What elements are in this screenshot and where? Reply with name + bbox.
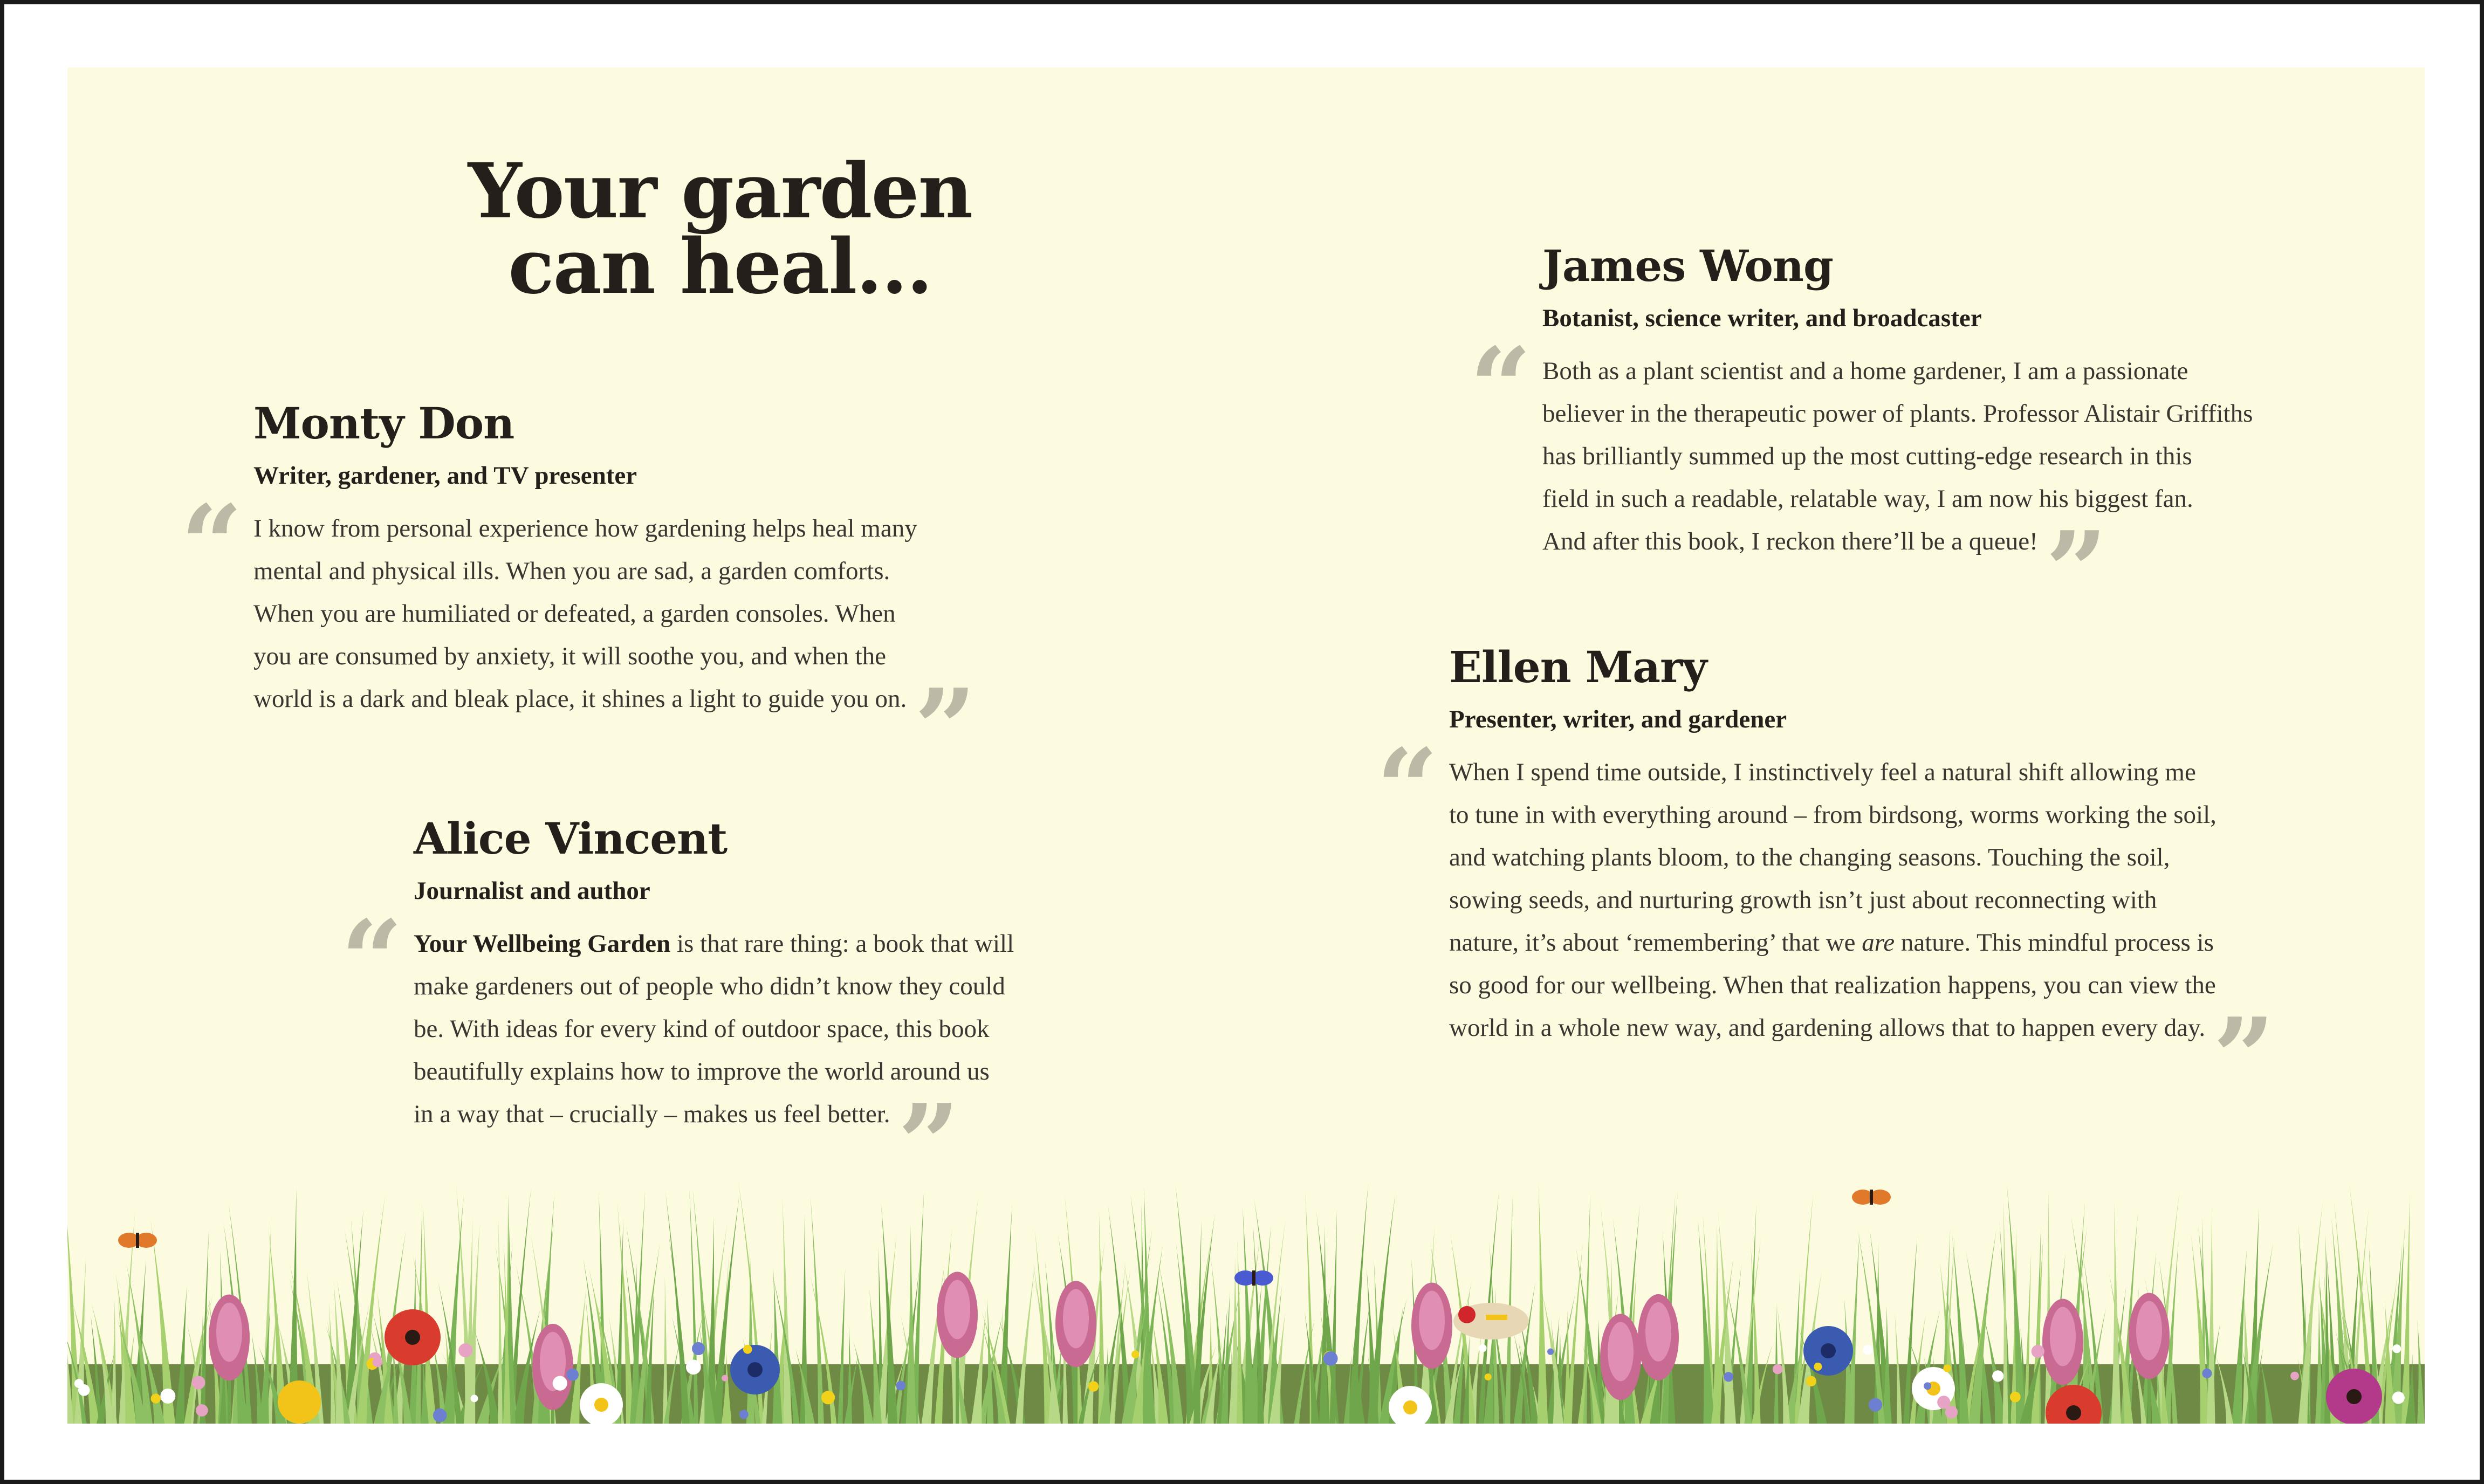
small-flower bbox=[1479, 1344, 1487, 1352]
grass-blade bbox=[2111, 1201, 2121, 1424]
small-flower bbox=[1131, 1350, 1140, 1358]
small-flower bbox=[1485, 1373, 1492, 1380]
open-quote-icon: “ bbox=[341, 897, 403, 1023]
small-flower bbox=[151, 1393, 161, 1403]
quote-line bbox=[1449, 922, 2275, 964]
small-flower bbox=[1323, 1351, 1338, 1366]
page-title bbox=[369, 147, 1071, 311]
author-name: James Wong bbox=[1542, 241, 1833, 291]
small-flower bbox=[692, 1342, 705, 1355]
author-role: Journalist and author bbox=[414, 877, 650, 905]
small-flower bbox=[1724, 1372, 1733, 1382]
daisy-center bbox=[1403, 1400, 1417, 1414]
small-flower bbox=[373, 1357, 382, 1367]
small-flower bbox=[1088, 1381, 1099, 1391]
small-flower bbox=[2392, 1344, 2401, 1353]
small-flower bbox=[2202, 1369, 2212, 1378]
quote-line: to tune in with everything around – from birdsong, worms working the soil, bbox=[1449, 801, 2217, 829]
quote-line: When I spend time outside, I instinctively feel a natural shift allowing me bbox=[1449, 758, 2196, 786]
small-flower bbox=[1945, 1406, 1958, 1418]
testimonial-ellen-mary bbox=[1376, 642, 2275, 1121]
small-flower bbox=[458, 1343, 472, 1357]
author-name: Monty Don bbox=[253, 398, 514, 449]
quote-line: sowing seeds, and nurturing growth isn’t just about reconnecting with bbox=[1449, 886, 2157, 914]
open-quote-icon: “ bbox=[1376, 725, 1439, 852]
quote-body bbox=[1376, 725, 2275, 1121]
quote-text: is that rare thing: a book that will bbox=[670, 930, 1014, 958]
small-flower bbox=[821, 1391, 835, 1404]
quote-line bbox=[414, 923, 1014, 965]
small-flower bbox=[1944, 1364, 1951, 1372]
grass-blade bbox=[906, 1223, 916, 1424]
small-flower bbox=[722, 1375, 728, 1382]
author-name: Alice Vincent bbox=[414, 813, 728, 864]
small-flower bbox=[471, 1394, 478, 1402]
quote-line-last bbox=[1542, 508, 2253, 635]
small-flower bbox=[1773, 1364, 1783, 1375]
goldfinch-head bbox=[1458, 1306, 1476, 1323]
small-flower bbox=[78, 1384, 90, 1396]
poppy-center bbox=[405, 1330, 420, 1345]
clover-highlight bbox=[2050, 1307, 2076, 1366]
quote-line: beautifully explains how to improve the world around us bbox=[414, 1057, 990, 1085]
author-role: Presenter, writer, and gardener bbox=[1449, 705, 1787, 733]
quote-line-last bbox=[253, 665, 977, 792]
title-line-1: Your garden bbox=[468, 147, 972, 236]
small-flower bbox=[2010, 1392, 2021, 1403]
grass-blade bbox=[783, 1197, 792, 1424]
quote-emphasis: are bbox=[1862, 929, 1895, 957]
author-name: Ellen Mary bbox=[1449, 642, 1707, 692]
small-flower bbox=[739, 1410, 749, 1419]
small-flower bbox=[160, 1389, 175, 1404]
quote-line: field in such a readable, relatable way, I am now his biggest fan. bbox=[1542, 485, 2193, 513]
open-quote-icon: “ bbox=[1470, 324, 1532, 451]
clover-highlight bbox=[1063, 1289, 1089, 1348]
quote-body bbox=[181, 482, 977, 792]
close-quote-icon: ” bbox=[897, 1081, 960, 1207]
book-spread bbox=[67, 67, 2425, 1424]
small-flower bbox=[1863, 1345, 1872, 1355]
book-title: Your Wellbeing Garden bbox=[414, 930, 671, 958]
small-flower bbox=[1869, 1398, 1882, 1412]
testimonial-alice-vincent bbox=[341, 813, 1014, 1207]
quote-line: Both as a plant scientist and a home gardener, I am a passionate bbox=[1542, 357, 2188, 385]
clover-highlight bbox=[1419, 1290, 1445, 1350]
close-quote-icon: ” bbox=[914, 665, 977, 792]
poppy-center bbox=[2346, 1389, 2362, 1404]
quote-body bbox=[1470, 324, 2253, 635]
small-flower bbox=[1924, 1382, 1931, 1390]
testimonial-james-wong bbox=[1470, 241, 2253, 635]
grass-blade bbox=[1237, 1239, 1243, 1424]
quote-line: believer in the therapeutic power of plants. Professor Alistair Griffiths bbox=[1542, 400, 2253, 428]
grass-blade bbox=[746, 1249, 755, 1424]
grass-blade bbox=[1538, 1183, 1548, 1424]
small-flower bbox=[1547, 1349, 1554, 1355]
butterfly-body bbox=[1252, 1270, 1255, 1286]
testimonial-monty-don bbox=[181, 398, 977, 792]
grass-blade bbox=[2207, 1204, 2215, 1424]
cornflower-center bbox=[1821, 1343, 1836, 1358]
clover-highlight bbox=[216, 1302, 242, 1362]
title-line-2: can heal... bbox=[508, 223, 932, 311]
quote-text: world is a dark and bleak place, it shines a light to guide you on. bbox=[253, 685, 907, 713]
quote-text: world in a whole new way, and gardening allows that to happen every day. bbox=[1449, 1014, 2206, 1042]
grass-blade bbox=[2003, 1198, 2008, 1424]
quote-text: And after this book, I reckon there’ll be a queue! bbox=[1542, 527, 2038, 555]
quote-line: and watching plants bloom, to the changing seasons. Touching the soil, bbox=[1449, 843, 2170, 871]
quote-body bbox=[341, 897, 1014, 1207]
quote-line: has brilliantly summed up the most cutting-edge research in this bbox=[1542, 442, 2192, 470]
quote-line: so good for our wellbeing. When that realization happens, you can view the bbox=[1449, 971, 2216, 999]
butterfly-body bbox=[1870, 1190, 1873, 1205]
quote-line: mental and physical ills. When you are sad, a garden comforts. bbox=[253, 557, 890, 585]
small-flower bbox=[1806, 1376, 1816, 1386]
small-flower bbox=[2290, 1372, 2299, 1380]
quote-line: be. With ideas for every kind of outdoor space, this book bbox=[414, 1015, 990, 1043]
quote-line: make gardeners out of people who didn’t know they could bbox=[414, 972, 1005, 1000]
author-role: Botanist, science writer, and broadcaster bbox=[1542, 304, 1982, 332]
small-flower bbox=[196, 1404, 208, 1417]
close-quote-icon: ” bbox=[2213, 994, 2275, 1121]
daisy-center bbox=[292, 1395, 306, 1409]
small-flower bbox=[743, 1345, 752, 1354]
poppy-center bbox=[2066, 1405, 2081, 1420]
quote-line-last bbox=[414, 1081, 1014, 1207]
clover-highlight bbox=[2136, 1301, 2162, 1361]
goldfinch-wing-bar bbox=[1486, 1315, 1507, 1320]
quote-line: you are consumed by anxiety, it will soothe you, and when the bbox=[253, 642, 887, 670]
quote-line: When you are humiliated or defeated, a garden consoles. When bbox=[253, 600, 896, 628]
clover-highlight bbox=[1645, 1302, 1671, 1362]
open-quote-icon: “ bbox=[181, 482, 243, 608]
small-flower bbox=[433, 1409, 447, 1423]
small-flower bbox=[566, 1369, 579, 1381]
daisy-center bbox=[594, 1398, 608, 1412]
quote-line-last bbox=[1449, 994, 2275, 1121]
small-flower bbox=[686, 1359, 701, 1375]
close-quote-icon: ” bbox=[2045, 508, 2108, 635]
small-flower bbox=[2032, 1345, 2044, 1358]
butterfly-body bbox=[136, 1233, 139, 1248]
small-flower bbox=[2392, 1391, 2405, 1404]
author-role: Writer, gardener, and TV presenter bbox=[253, 462, 637, 490]
small-flower bbox=[1814, 1363, 1822, 1371]
small-flower bbox=[1992, 1370, 2003, 1382]
clover-highlight bbox=[1608, 1322, 1634, 1381]
cornflower-center bbox=[747, 1362, 763, 1377]
grass-blade bbox=[1774, 1302, 1778, 1424]
small-flower bbox=[896, 1381, 905, 1391]
small-flower bbox=[553, 1376, 567, 1391]
quote-text: in a way that – crucially – makes us feel better. bbox=[414, 1100, 890, 1128]
grass-blade bbox=[772, 1267, 782, 1424]
quote-text: nature, it’s about ‘remembering’ that we bbox=[1449, 929, 1862, 957]
quote-text: nature. This mindful process is bbox=[1895, 929, 2214, 957]
clover-highlight bbox=[944, 1280, 970, 1339]
grass-blade bbox=[663, 1275, 668, 1424]
grass-blade bbox=[498, 1219, 503, 1424]
quote-line: I know from personal experience how gardening helps heal many bbox=[253, 514, 917, 542]
small-flower bbox=[192, 1376, 205, 1390]
